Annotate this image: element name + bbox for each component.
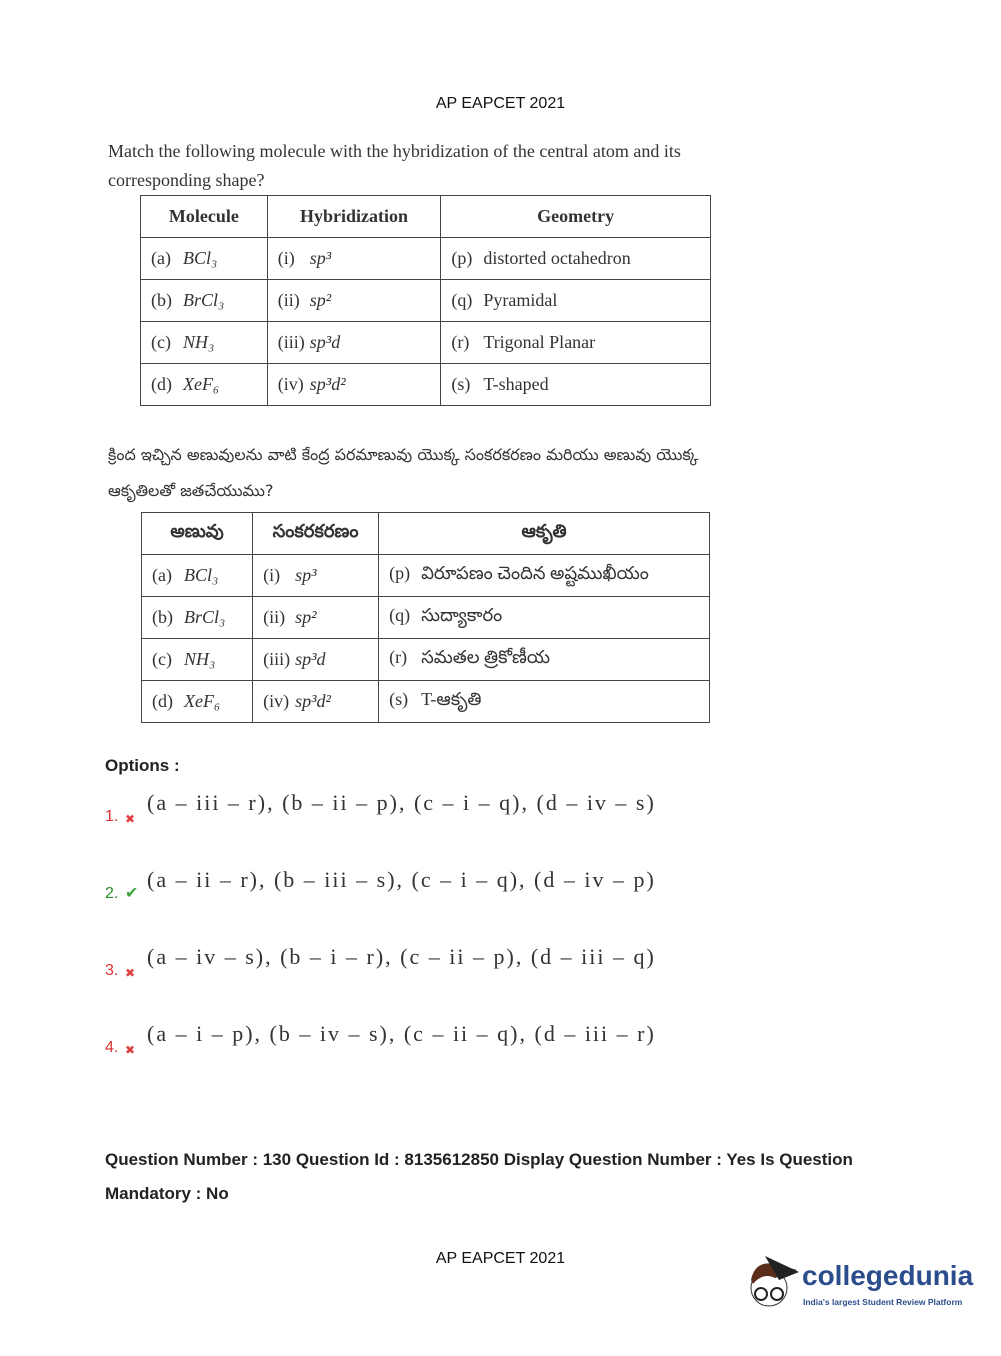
molecule-label: (d) bbox=[151, 374, 172, 394]
hybridization-cell bbox=[253, 639, 379, 681]
check-icon: ✔ bbox=[125, 885, 139, 902]
molecule-label: (d) bbox=[152, 691, 173, 711]
option-number: 1. bbox=[105, 808, 119, 825]
molecule-value: BCl₃ bbox=[184, 565, 219, 585]
column-header: అణువు bbox=[142, 513, 253, 555]
option-number: 2. bbox=[105, 885, 119, 902]
table-row bbox=[141, 364, 711, 406]
hybridization-label: (ii) bbox=[263, 607, 286, 627]
cross-icon: ✖ bbox=[125, 1043, 136, 1057]
geometry-cell bbox=[441, 238, 711, 280]
table-row bbox=[142, 639, 710, 681]
geometry-value: సమతల త్రికోణీయ bbox=[421, 647, 551, 667]
molecule-cell bbox=[142, 597, 253, 639]
page-footer: AP EAPCET 2021 bbox=[435, 1250, 566, 1267]
header-row bbox=[141, 196, 711, 238]
option-1[interactable] bbox=[105, 790, 656, 826]
geometry-label: (p) bbox=[389, 563, 411, 583]
geometry-label: (r) bbox=[451, 332, 470, 352]
molecule-value: NH₃ bbox=[184, 649, 216, 669]
logo-tagline: India's largest Student Review Platform bbox=[803, 1297, 963, 1307]
molecule-value: BrCl₃ bbox=[184, 607, 226, 627]
question-english: Match the following molecule with the hybridization of the central atom and its corresponding shape? bbox=[108, 141, 681, 190]
hybridization-cell bbox=[253, 555, 379, 597]
geometry-label: (q) bbox=[451, 290, 473, 310]
hybridization-value: sp³ bbox=[295, 565, 317, 585]
molecule-label: (a) bbox=[152, 565, 172, 585]
question-telugu: క్రింద ఇచ్చిన అణువులను వాటి కేంద్ర పరమాణువు యొక్క సంకరకరణం మరియు అణువు యొక్క ఆకృతిలతో జతచేయుము? bbox=[108, 445, 699, 500]
cross-icon: ✖ bbox=[125, 966, 136, 980]
hybridization-value: sp³d bbox=[295, 649, 326, 669]
geometry-value: Pyramidal bbox=[483, 290, 558, 310]
molecule-value: XeF₆ bbox=[183, 374, 220, 394]
hybridization-cell bbox=[267, 322, 441, 364]
hybridization-cell bbox=[253, 681, 379, 723]
table-row bbox=[141, 280, 711, 322]
column-header: Hybridization bbox=[267, 196, 441, 238]
hybridization-label: (iii) bbox=[277, 332, 305, 352]
geometry-label: (r) bbox=[389, 647, 408, 667]
option-3[interactable] bbox=[105, 944, 656, 980]
match-table-telugu bbox=[141, 512, 710, 723]
molecule-label: (b) bbox=[152, 607, 173, 627]
option-text: (a – i – p), (b – iv – s), (c – ii – q), (d – iii – r) bbox=[147, 1021, 656, 1046]
geometry-cell bbox=[379, 597, 710, 639]
geometry-value: T-shaped bbox=[483, 374, 549, 394]
geometry-label: (s) bbox=[389, 689, 409, 709]
column-header: సంకరకరణం bbox=[253, 513, 379, 555]
column-header: Geometry bbox=[441, 196, 711, 238]
hybridization-label: (i) bbox=[277, 248, 295, 268]
hybridization-cell bbox=[253, 597, 379, 639]
option-text: (a – iv – s), (b – i – r), (c – ii – p), (d – iii – q) bbox=[147, 944, 656, 969]
molecule-cell bbox=[142, 681, 253, 723]
match-table-english bbox=[140, 195, 711, 406]
header-row bbox=[142, 513, 710, 555]
hybridization-label: (iv) bbox=[277, 374, 304, 394]
geometry-value: సుద్యాకారం bbox=[421, 605, 503, 625]
geometry-label: (s) bbox=[451, 374, 471, 394]
option-number: 3. bbox=[105, 962, 119, 979]
geometry-value: విరూపణం చెందిన అష్టముఖీయం bbox=[421, 563, 649, 583]
hybridization-value: sp³d² bbox=[309, 374, 346, 394]
table-row bbox=[142, 597, 710, 639]
option-text: (a – iii – r), (b – ii – p), (c – i – q), (d – iv – s) bbox=[147, 790, 656, 815]
hybridization-cell bbox=[267, 238, 441, 280]
molecule-value: XeF₆ bbox=[184, 691, 221, 711]
cross-icon: ✖ bbox=[125, 812, 136, 826]
hybridization-value: sp³ bbox=[309, 248, 332, 268]
molecule-cell bbox=[141, 364, 268, 406]
hybridization-label: (iv) bbox=[263, 691, 290, 711]
geometry-value: T-ఆకృతి bbox=[421, 689, 482, 709]
molecule-value: NH₃ bbox=[183, 332, 215, 352]
column-header: ఆకృతి bbox=[379, 513, 710, 555]
mascot-icon bbox=[745, 1250, 801, 1320]
geometry-cell bbox=[441, 322, 711, 364]
option-2[interactable] bbox=[105, 867, 656, 903]
hybridization-value: sp³d bbox=[309, 332, 341, 352]
molecule-label: (a) bbox=[151, 248, 171, 268]
molecule-label: (c) bbox=[151, 332, 171, 352]
hybridization-value: sp² bbox=[309, 290, 332, 310]
logo-wordmark: collegedunia bbox=[802, 1260, 974, 1291]
molecule-cell bbox=[141, 322, 268, 364]
hybridization-value: sp² bbox=[295, 607, 317, 627]
hybridization-cell bbox=[267, 364, 441, 406]
hybridization-value: sp³d² bbox=[295, 691, 331, 711]
geometry-cell bbox=[379, 681, 710, 723]
hybridization-label: (ii) bbox=[277, 290, 300, 310]
column-header: Molecule bbox=[141, 196, 268, 238]
question-meta: Question Number : 130 Question Id : 8135612850 Display Question Number : Yes Is Question Mandatory : No bbox=[105, 1150, 853, 1203]
geometry-cell bbox=[441, 280, 711, 322]
molecule-label: (c) bbox=[152, 649, 172, 669]
hybridization-cell bbox=[267, 280, 441, 322]
table-row bbox=[142, 681, 710, 723]
table-row bbox=[141, 238, 711, 280]
hybridization-label: (iii) bbox=[263, 649, 291, 669]
hybridization-label: (i) bbox=[263, 565, 281, 585]
options-title: Options : bbox=[105, 756, 180, 775]
option-number: 4. bbox=[105, 1039, 119, 1056]
page-header: AP EAPCET 2021 bbox=[435, 95, 566, 112]
geometry-cell bbox=[379, 555, 710, 597]
molecule-cell bbox=[142, 555, 253, 597]
table-row bbox=[141, 322, 711, 364]
molecule-cell bbox=[141, 238, 268, 280]
option-text: (a – ii – r), (b – iii – s), (c – i – q), (d – iv – p) bbox=[147, 867, 656, 892]
molecule-label: (b) bbox=[151, 290, 172, 310]
geometry-value: Trigonal Planar bbox=[483, 332, 596, 352]
geometry-value: distorted octahedron bbox=[483, 248, 631, 268]
geometry-cell bbox=[441, 364, 711, 406]
geometry-label: (q) bbox=[389, 605, 411, 625]
geometry-label: (p) bbox=[451, 248, 473, 268]
molecule-cell bbox=[141, 280, 268, 322]
molecule-value: BrCl₃ bbox=[183, 290, 225, 310]
option-4[interactable] bbox=[105, 1021, 656, 1057]
molecule-cell bbox=[142, 639, 253, 681]
geometry-cell bbox=[379, 639, 710, 681]
table-row bbox=[142, 555, 710, 597]
collegedunia-logo bbox=[745, 1250, 974, 1320]
molecule-value: BCl₃ bbox=[183, 248, 218, 268]
